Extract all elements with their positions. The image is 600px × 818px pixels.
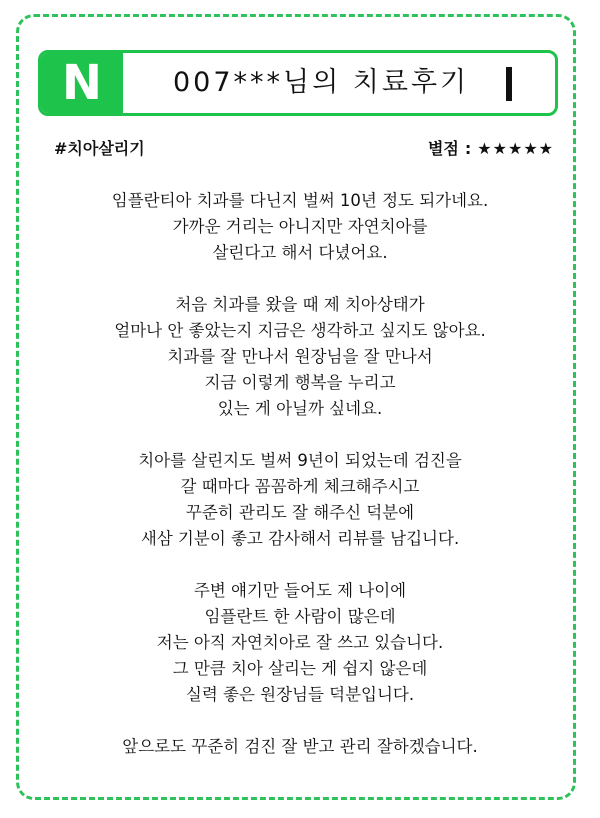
review-line: 처음 치과를 왔을 때 제 치아상태가: [175, 295, 425, 314]
review-line: 갈 때마다 꼼꼼하게 체크해주시고: [180, 477, 420, 496]
review-line: 가까운 거리는 아니지만 자연치아를: [172, 217, 428, 236]
review-line: 주변 얘기만 들어도 제 나이에: [193, 581, 407, 600]
review-line: 살린다고 해서 다녔어요.: [212, 243, 388, 262]
rating-stars-icon: ★★★★★: [477, 139, 554, 158]
text-cursor-icon: [506, 67, 512, 101]
review-line: 얼마나 안 좋았는지 지금은 생각하고 싶지도 않아요.: [114, 321, 486, 340]
review-paragraph: [40, 292, 560, 422]
rating-separator: :: [464, 139, 472, 158]
review-line: 새삼 기분이 좋고 감사해서 리뷰를 남깁니다.: [140, 529, 460, 548]
naver-logo: [41, 53, 123, 113]
review-line: 치아를 살린지도 벌써 9년이 되었는데 검진을: [138, 451, 462, 470]
review-line: 치과를 잘 만나서 원장님을 잘 만나서: [167, 347, 433, 366]
review-line: 지금 이렇게 행복을 누리고: [204, 373, 396, 392]
rating-label: 별점: [427, 139, 459, 158]
review-line: 그 만큼 치아 살리는 게 쉽지 않은데: [172, 659, 428, 678]
review-line: 있는 게 아닐까 싶네요.: [217, 399, 383, 418]
rating: [428, 136, 554, 159]
hashtag: #치아살리기: [54, 139, 145, 158]
review-line: 저는 아직 자연치아로 잘 쓰고 있습니다.: [156, 633, 444, 652]
review-body: [40, 188, 560, 786]
logo-letter: N: [61, 55, 103, 111]
review-paragraph: [40, 578, 560, 708]
review-line: 임플란트 한 사람이 많은데: [204, 607, 396, 626]
review-line: 앞으로도 꾸준히 검진 잘 받고 관리 잘하겠습니다.: [122, 737, 478, 756]
review-line: 꾸준히 관리도 잘 해주신 덕분에: [185, 503, 415, 522]
search-query-text[interactable]: 007***님의 치료후기: [173, 67, 470, 98]
review-line: 실력 좋은 원장님들 덕분입니다.: [185, 685, 415, 704]
search-bar[interactable]: [38, 50, 558, 116]
review-paragraph: [40, 188, 560, 266]
review-paragraph: [40, 448, 560, 552]
review-line: 임플란티아 치과를 다닌지 벌써 10년 정도 되가네요.: [111, 191, 489, 210]
review-paragraph: [40, 734, 560, 760]
